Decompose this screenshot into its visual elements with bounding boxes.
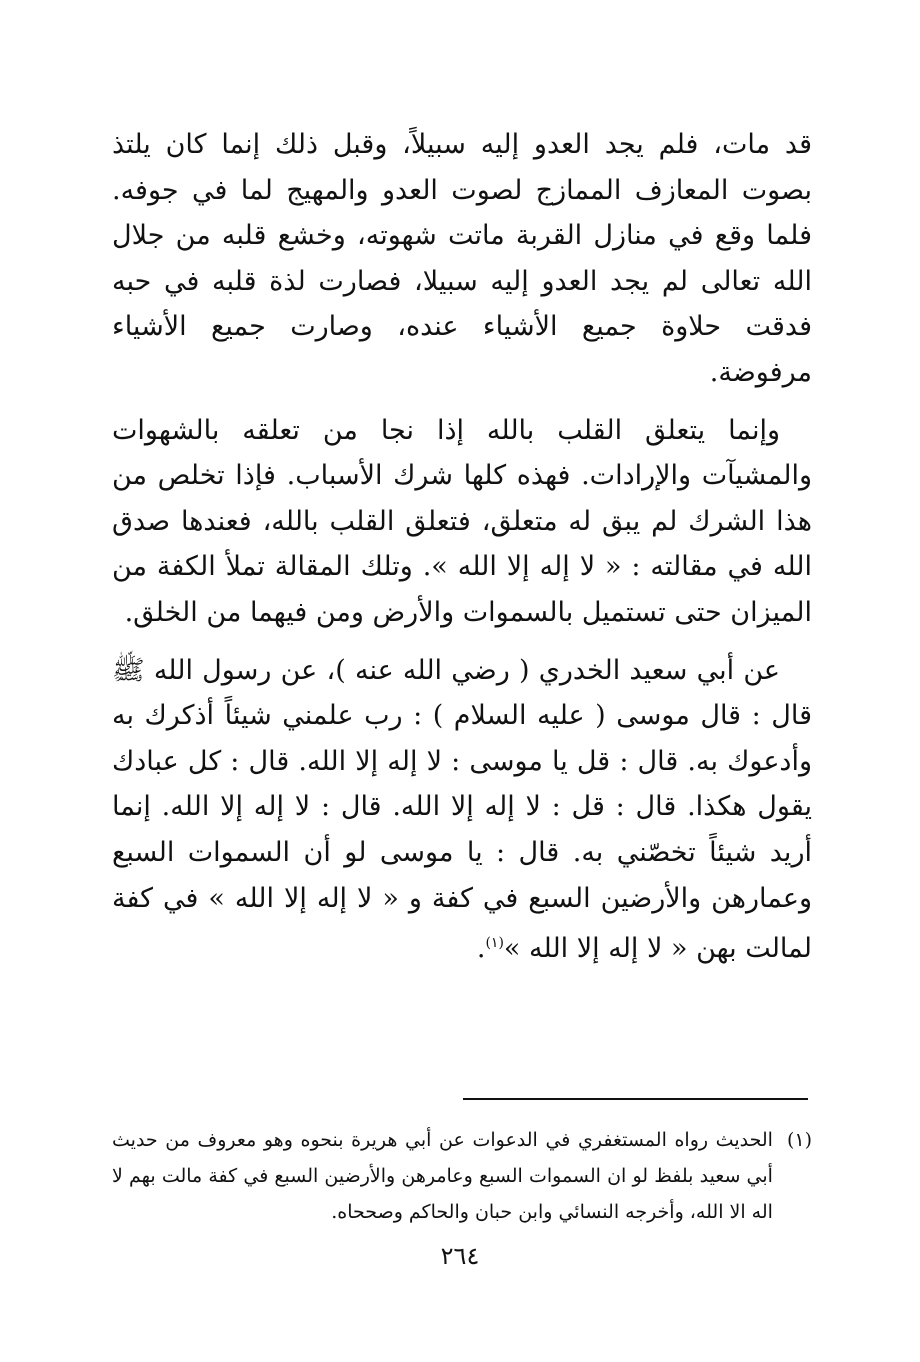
paragraph: عن أبي سعيد الخدري ( رضي الله عنه )، عن رسول الله ﷺ قال : قال موسى ( عليه السلام ) : رب علمني شيئاً أذكرك به وأدعوك به. قال : قل يا موسى : لا إله إلا الله. قال : كل عبادك يقول هكذا. قال : قل : لا إله إلا الله. قال : لا إله إلا الله. إنما أريد شيئاً تخصّني به. قال : يا موسى لو أن السموات السبع وعمارهن والأرضين السبع في كفة و « لا إله إلا الله » في كفة لمالت بهن « لا إله إلا الله »$^{(١)}$. — [112, 654, 812, 965]
footnote-divider — [463, 1098, 808, 1100]
footnote — [112, 1122, 812, 1230]
paragraph: وإنما يتعلق القلب بالله إذا نجا من تعلقه بالشهوات والمشيآت والإرادات. فهذه كلها شرك الأسباب. فإذا تخلص من هذا الشرك لم يبق له متعلق، فتعلق القلب بالله، فعندها صدق الله في مقالته : « لا إله إلا الله ». وتلك المقالة تملأ الكفة من الميزان حتى تستميل بالسموات والأرض ومن فيهما من الخلق. — [112, 414, 812, 628]
footnote-text: الحديث رواه المستغفري في الدعوات عن أبي هريرة بنحوه وهو معروف من حديث أبي سعيد بلفظ لو ان السموات السبع وعامرهن والأرضين السبع في كفة مالت بهم لا اله الا الله، وأخرجه النسائي وابن حبان والحاكم وصححاه. — [112, 1129, 773, 1223]
page-number: ٢٦٤ — [440, 1242, 480, 1270]
main-text — [112, 122, 812, 984]
paragraph-text: عن أبي سعيد الخدري ( رضي الله عنه )، عن رسول الله ﷺ قال : قال موسى ( عليه السلام ) : رب علمني شيئاً أذكرك به وأدعوك به. قال : قل يا موسى : لا إله إلا الله. قال : كل عبادك يقول هكذا. قال : قل : لا إله إلا الله. قال : لا إله إلا الله. إنما أريد شيئاً تخصّني به. قال : يا موسى لو أن السموات السبع وعمارهن والأرضين السبع في كفة و « لا إله إلا الله » في كفة لمالت بهن « لا إله إلا الله » — [112, 654, 812, 965]
footnote-reference: (١) — [485, 935, 504, 952]
paragraph: قد مات، فلم يجد العدو إليه سبيلاً، وقبل ذلك إنما كان يلتذ بصوت المعازف الممازج لصوت العدو والمهيج لما في جوفه. فلما وقع في منازل القربة ماتت شهوته، وخشع قلبه من جلال الله تعالى لم يجد العدو إليه سبيلا، فصارت لذة قلبه في حبه فدقت حلاوة جميع الأشياء عنده، وصارت جميع الأشياء مرفوضة. — [112, 129, 812, 388]
footnote-marker: (١) — [786, 1129, 812, 1151]
